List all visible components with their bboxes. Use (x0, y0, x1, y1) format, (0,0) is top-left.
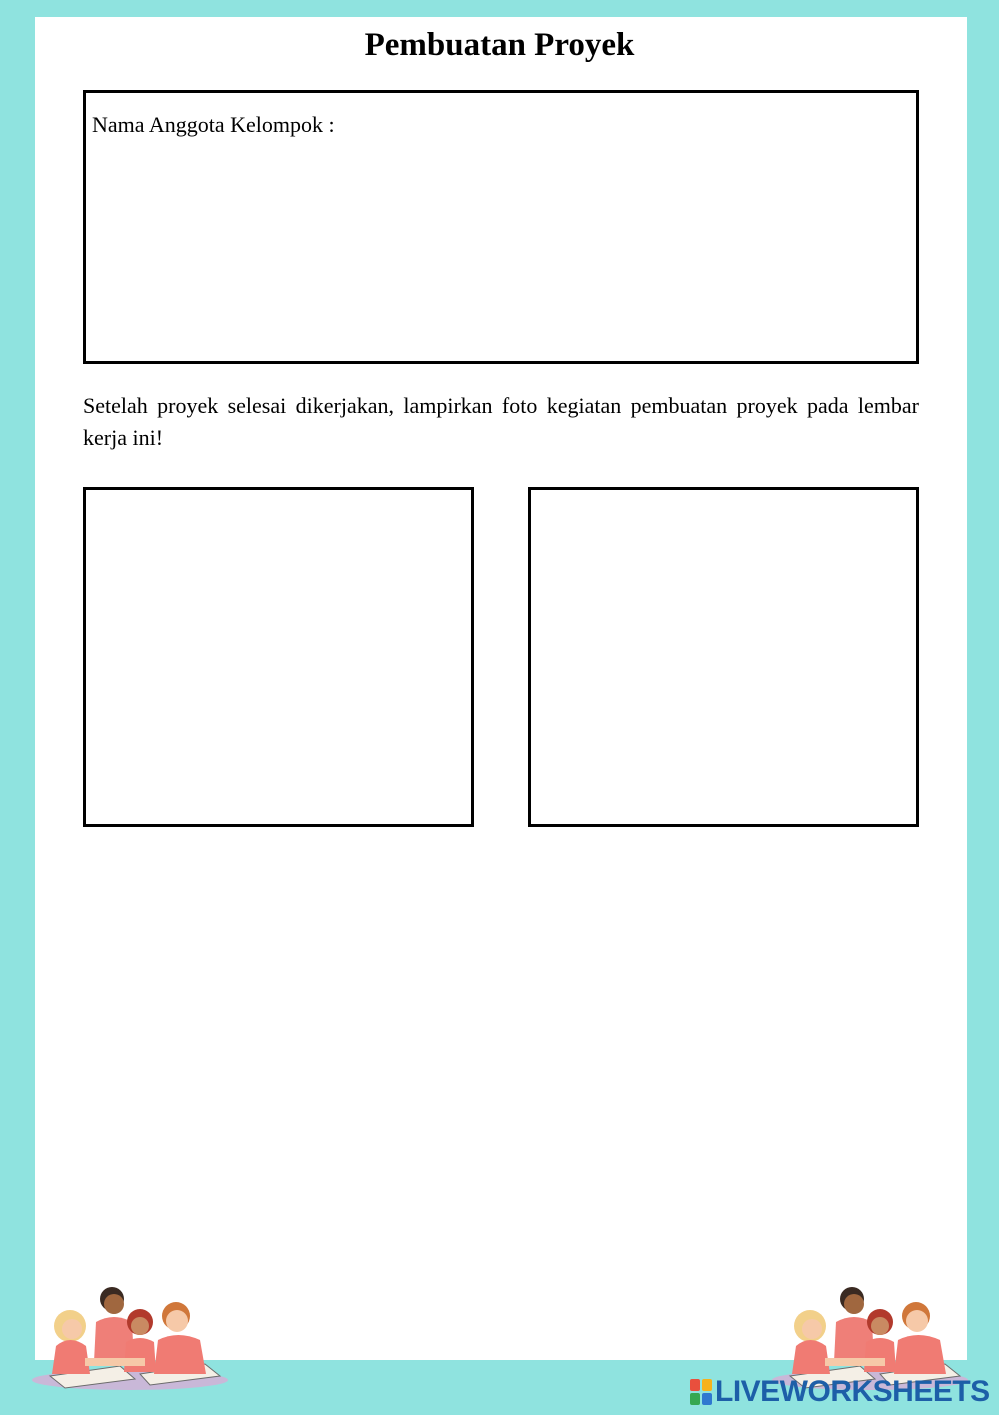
instruction-text: Setelah proyek selesai dikerjakan, lampirkan foto kegiatan pembuatan proyek pada lembar kerja ini! (83, 393, 919, 450)
liveworksheets-mark-icon (690, 1379, 712, 1405)
photo-box-right[interactable] (528, 487, 919, 827)
page-title: Pembuatan Proyek (364, 27, 635, 63)
group-members-label: Nama Anggota Kelompok : (92, 112, 335, 137)
liveworksheets-logo[interactable] (690, 1372, 990, 1412)
photo-box-left[interactable] (83, 487, 474, 827)
students-reading-icon (30, 1284, 235, 1394)
logo-text: LIVEWORKSHEETS (715, 1375, 990, 1408)
